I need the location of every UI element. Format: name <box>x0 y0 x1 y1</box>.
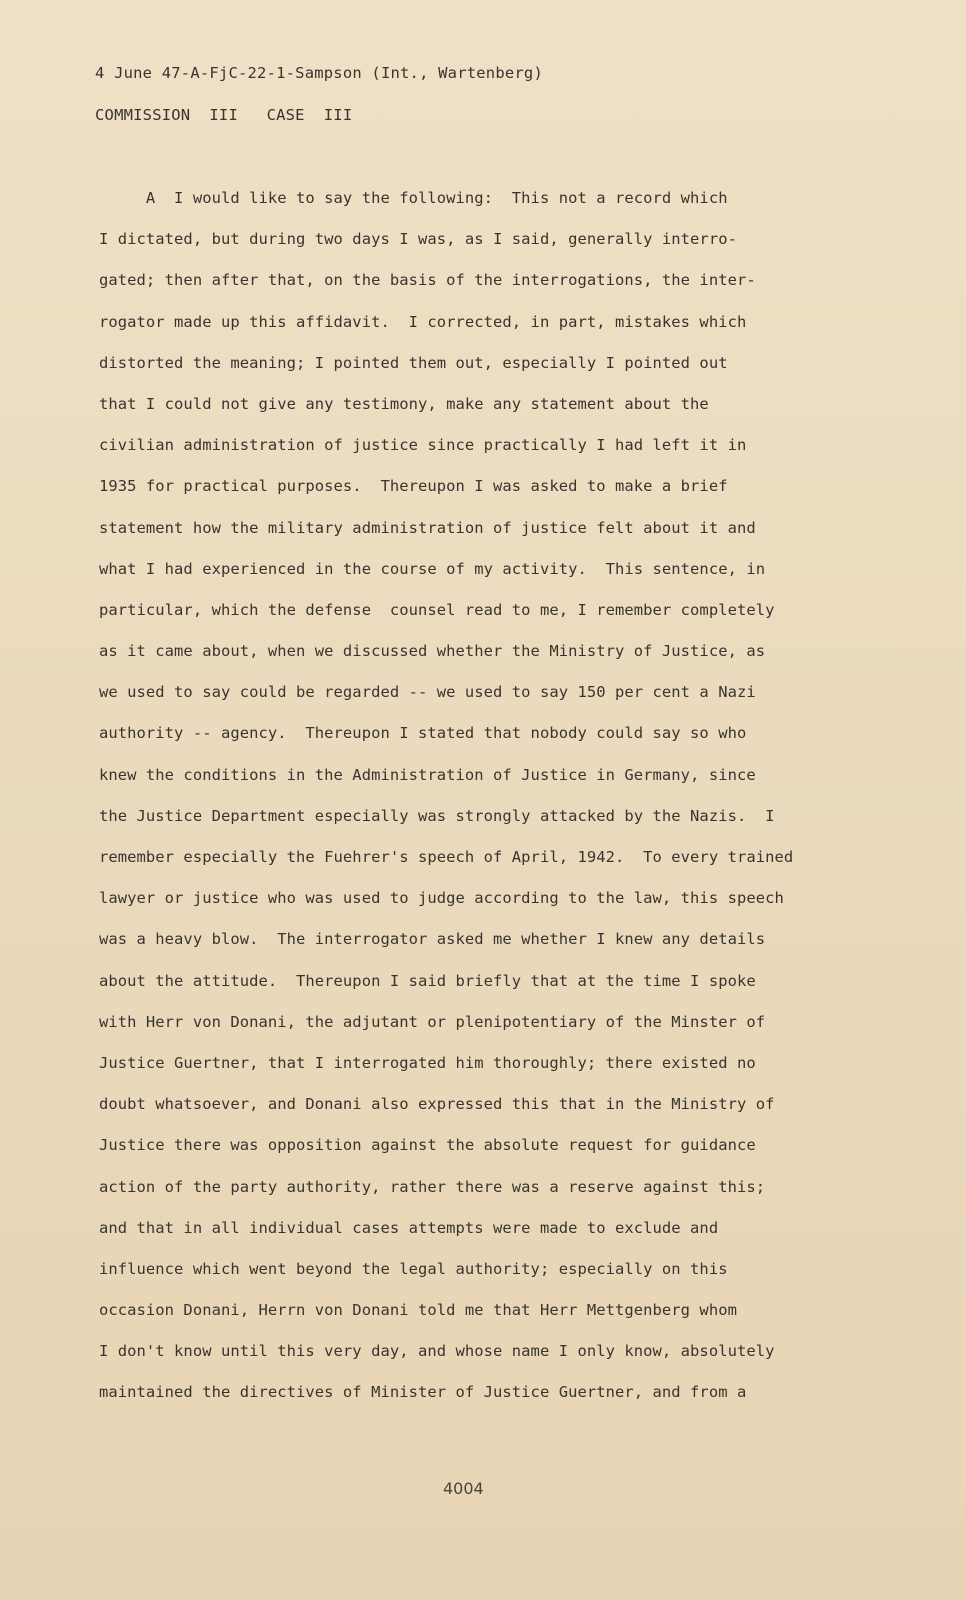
text-line: occasion Donani, Herrn von Donani told me that Herr Mettgenberg whom <box>99 1301 737 1320</box>
text-line: action of the party authority, rather there was a reserve against this; <box>99 1177 766 1196</box>
text-line: what I had experienced in the course of my activity. This sentence, in <box>99 559 766 578</box>
text-line: about the attitude. Thereupon I said briefly that at the time I spoke <box>99 971 756 990</box>
text-line: authority -- agency. Thereupon I stated that nobody could say so who <box>99 724 747 743</box>
text-line: Justice Guertner, that I interrogated him thoroughly; there existed no <box>99 1053 756 1072</box>
text-line: Justice there was opposition against the absolute request for guidance <box>99 1136 756 1155</box>
text-line: influence which went beyond the legal authority; especially on this <box>99 1259 728 1278</box>
text-line: was a heavy blow. The interrogator asked me whether I knew any details <box>99 930 766 949</box>
text-line: with Herr von Donani, the adjutant or plenipotentiary of the Minster of <box>99 1012 766 1031</box>
text-line: the Justice Department especially was strongly attacked by the Nazis. I <box>99 806 775 825</box>
text-line: I dictated, but during two days I was, as I said, generally interro- <box>99 230 737 249</box>
text-line: doubt whatsoever, and Donani also expressed this that in the Ministry of <box>99 1095 775 1114</box>
text-line: civilian administration of justice since practically I had left it in <box>99 436 747 455</box>
text-line: gated; then after that, on the basis of the interrogations, the inter- <box>99 271 756 290</box>
text-line: I don't know until this very day, and whose name I only know, absolutely <box>99 1342 775 1361</box>
text-line: particular, which the defense counsel read to me, I remember completely <box>99 600 775 619</box>
testimony-text <box>99 178 879 1414</box>
text-line: knew the conditions in the Administration of Justice in Germany, since <box>99 765 756 784</box>
header-commission-case: COMMISSION III CASE III <box>95 106 353 124</box>
page-number: 4004 <box>443 1479 484 1498</box>
text-line: A I would like to say the following: This not a record which <box>99 189 728 207</box>
text-line: 1935 for practical purposes. Thereupon I was asked to make a brief <box>99 477 728 496</box>
text-line: we used to say could be regarded -- we used to say 150 per cent a Nazi <box>99 683 756 702</box>
header-reference-line: 4 June 47-A-FjC-22-1-Sampson (Int., Wartenberg) <box>95 64 543 82</box>
text-line: remember especially the Fuehrer's speech of April, 1942. To every trained <box>99 848 794 866</box>
text-line: distorted the meaning; I pointed them out, especially I pointed out <box>99 353 728 372</box>
text-line: as it came about, when we discussed whether the Ministry of Justice, as <box>99 642 766 661</box>
text-line: and that in all individual cases attempts were made to exclude and <box>99 1218 719 1237</box>
text-line: maintained the directives of Minister of Justice Guertner, and from a <box>99 1383 747 1402</box>
text-line: lawyer or justice who was used to judge according to the law, this speech <box>99 889 784 908</box>
text-line: rogator made up this affidavit. I corrected, in part, mistakes which <box>99 312 747 331</box>
text-line: statement how the military administration of justice felt about it and <box>99 518 756 537</box>
text-line: that I could not give any testimony, make any statement about the <box>99 394 709 413</box>
